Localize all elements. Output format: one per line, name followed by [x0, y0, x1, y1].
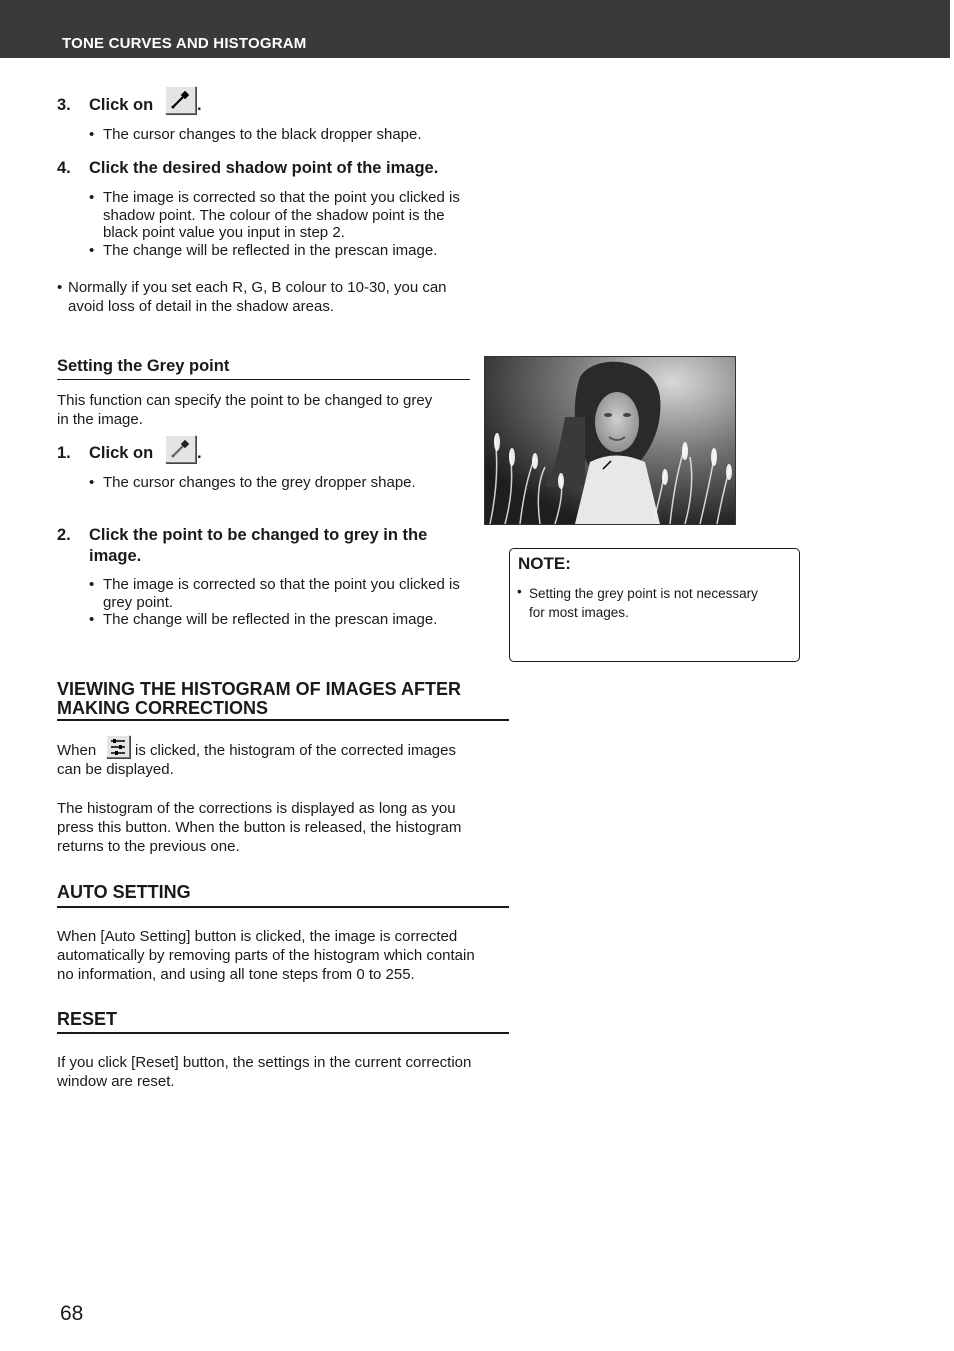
histogram-heading: VIEWING THE HISTOGRAM OF IMAGES AFTER MAKING CORRECTIONS — [57, 679, 462, 718]
reset-text: If you click [Reset] button, the settings in the current correction window are reset. — [57, 1054, 472, 1090]
step-text: Click on — [89, 444, 154, 462]
shadow-tip: • Normally if you set each R, G, B colour to 10-30, you can avoid loss of detail in the shadow areas. — [57, 279, 447, 315]
step-number: 3. — [57, 96, 71, 114]
histogram-button[interactable] — [106, 735, 130, 758]
histogram-button-icon — [109, 738, 127, 755]
grey-point-heading: Setting the Grey point — [57, 357, 230, 375]
auto-setting-heading: AUTO SETTING — [57, 882, 191, 902]
histogram-para-1: When is clicked, the histogram of the corrected images can be displayed. — [57, 742, 456, 778]
step-4-bullet-2: • The change will be reflected in the prescan image. — [89, 242, 438, 259]
step-text: Click on — [89, 96, 154, 114]
grey-step-2-bullet-1: • The image is corrected so that the point you clicked is grey point. — [89, 576, 460, 611]
grey-step-1-bullet: • The cursor changes to the grey dropper shape. — [89, 474, 416, 491]
step-3 — [57, 96, 257, 118]
reset-heading: RESET — [57, 1009, 118, 1029]
grey-dropper-icon — [170, 439, 192, 459]
step-text-line-2: image. — [89, 547, 142, 565]
step-4 — [57, 159, 497, 181]
prescan-photo — [484, 356, 736, 525]
grey-step-2-bullet-2: • The change will be reflected in the prescan image. — [89, 611, 438, 628]
step-number: 2. — [57, 526, 71, 544]
black-dropper-icon — [170, 90, 192, 110]
reset-rule — [57, 1032, 509, 1034]
step-3-bullet: • The cursor changes to the black dropper shape. — [89, 126, 422, 143]
page-header — [0, 0, 950, 58]
step-text: Click the point to be changed to grey in the — [89, 526, 428, 544]
note-title: NOTE: — [518, 554, 571, 573]
step-number: 1. — [57, 444, 71, 462]
note-text: Setting the grey point is not necessary for most images. — [529, 586, 758, 620]
step-text: Click the desired shadow point of the image. — [89, 159, 439, 177]
page-number: 68 — [60, 1302, 84, 1325]
histogram-para-2: The histogram of the corrections is displayed as long as you press this button. When the button is released, the histogram returns to the previous one. — [57, 800, 462, 855]
step-number: 4. — [57, 159, 71, 177]
grey-point-intro: This function can specify the point to be changed to grey in the image. — [57, 392, 433, 428]
auto-setting-rule — [57, 906, 509, 908]
woman-in-grass-photo — [485, 357, 735, 524]
grey-step-1 — [57, 444, 257, 466]
grey-point-rule — [57, 379, 470, 380]
auto-setting-text: When [Auto Setting] button is clicked, the image is corrected automatically by removing parts of the histogram which contain no information, and using all tone steps from 0 to 255. — [57, 928, 475, 983]
step-period: . — [197, 444, 202, 462]
histogram-rule — [57, 719, 509, 721]
header-title: TONE CURVES AND HISTOGRAM — [62, 35, 307, 52]
grey-step-2 — [57, 525, 477, 569]
black-dropper-button[interactable] — [165, 86, 196, 114]
step-4-bullet-1: • The image is corrected so that the point you clicked is shadow point. The colour of the shadow point is the black point value you input in step 2. — [89, 189, 460, 241]
step-period: . — [197, 96, 202, 114]
grey-dropper-button[interactable] — [165, 435, 196, 463]
note-box: NOTE: • Setting the grey point is not necessary for most images. — [509, 548, 800, 662]
